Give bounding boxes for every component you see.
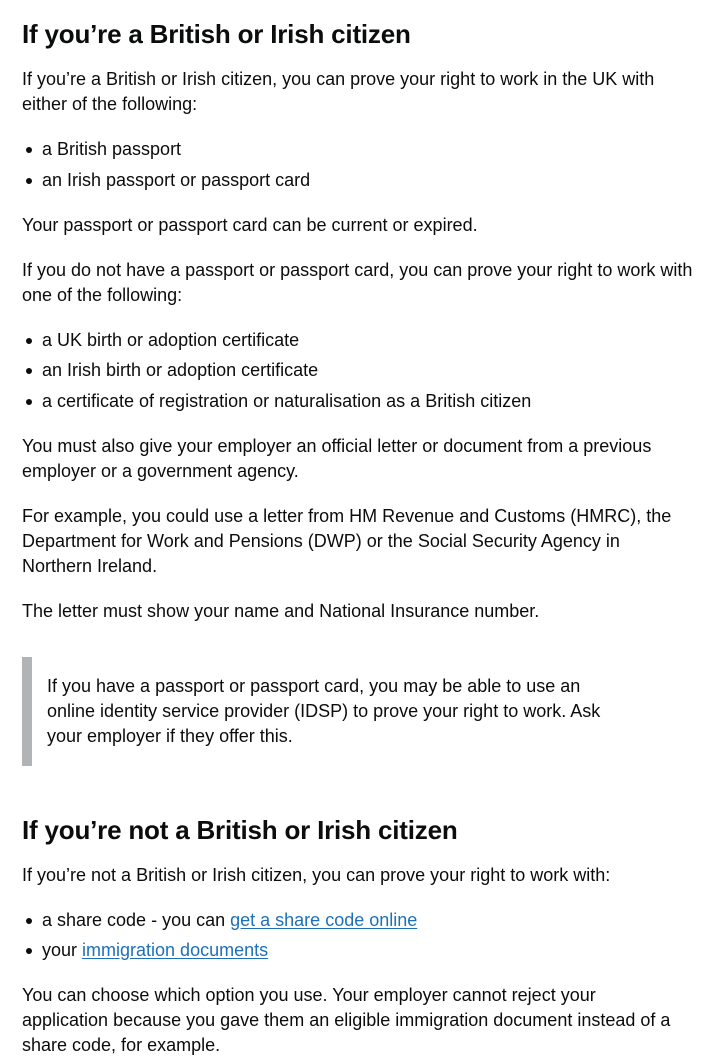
heading-not-british-irish-citizen: If you’re not a British or Irish citizen bbox=[22, 814, 458, 845]
heading-british-irish-citizen: If you’re a British or Irish citizen bbox=[22, 19, 411, 49]
passport-list bbox=[22, 137, 698, 193]
immigration-prefix: your bbox=[42, 940, 83, 960]
inset-text-block bbox=[22, 657, 632, 766]
list-item-share-code bbox=[22, 908, 698, 933]
no-passport-intro: If you do not have a passport or passport card, you can prove your right to work with one of the following: bbox=[22, 259, 693, 305]
choice-text: You can choose which option you use. Your employer cannot reject your application because you gave them an eligible immigration document instead of a share code, for example. bbox=[22, 985, 671, 1055]
passport-validity-text: Your passport or passport card can be current or expired. bbox=[22, 214, 478, 235]
list-item: a certificate of registration or naturalisation as a British citizen bbox=[22, 389, 698, 414]
list-item: a UK birth or adoption certificate bbox=[22, 328, 698, 353]
immigration-documents-link[interactable]: immigration documents bbox=[82, 940, 269, 960]
get-share-code-link[interactable]: get a share code online bbox=[230, 909, 418, 930]
letter-example-text: For example, you could use a letter from HM Revenue and Customs (HMRC), the Department for Work and Pensions (DWP) or the Social Security Agency in Northern Ireland. bbox=[22, 505, 672, 576]
not-british-citizen-intro: If you’re not a British or Irish citizen, you can prove your right to work with: bbox=[22, 864, 611, 885]
list-item: an Irish passport or passport card bbox=[22, 168, 698, 193]
list-item-immigration-documents bbox=[22, 938, 698, 963]
idsp-inset-text: If you have a passport or passport card, you may be able to use an online identity service provider (IDSP) to prove your right to work. Ask your employer if they offer this. bbox=[47, 675, 601, 746]
letter-content-text: The letter must show your name and National Insurance number. bbox=[22, 600, 540, 621]
letter-requirement-text: You must also give your employer an official letter or document from a previous employer or a government agency. bbox=[22, 435, 652, 481]
share-code-prefix: a share code - you can bbox=[42, 909, 231, 930]
list-item: an Irish birth or adoption certificate bbox=[22, 358, 698, 383]
british-citizen-intro: If you’re a British or Irish citizen, you can prove your right to work in the UK with either of the following: bbox=[22, 69, 655, 114]
proof-options-list bbox=[22, 908, 698, 964]
certificate-list bbox=[22, 328, 698, 414]
list-item: a British passport bbox=[22, 137, 698, 162]
